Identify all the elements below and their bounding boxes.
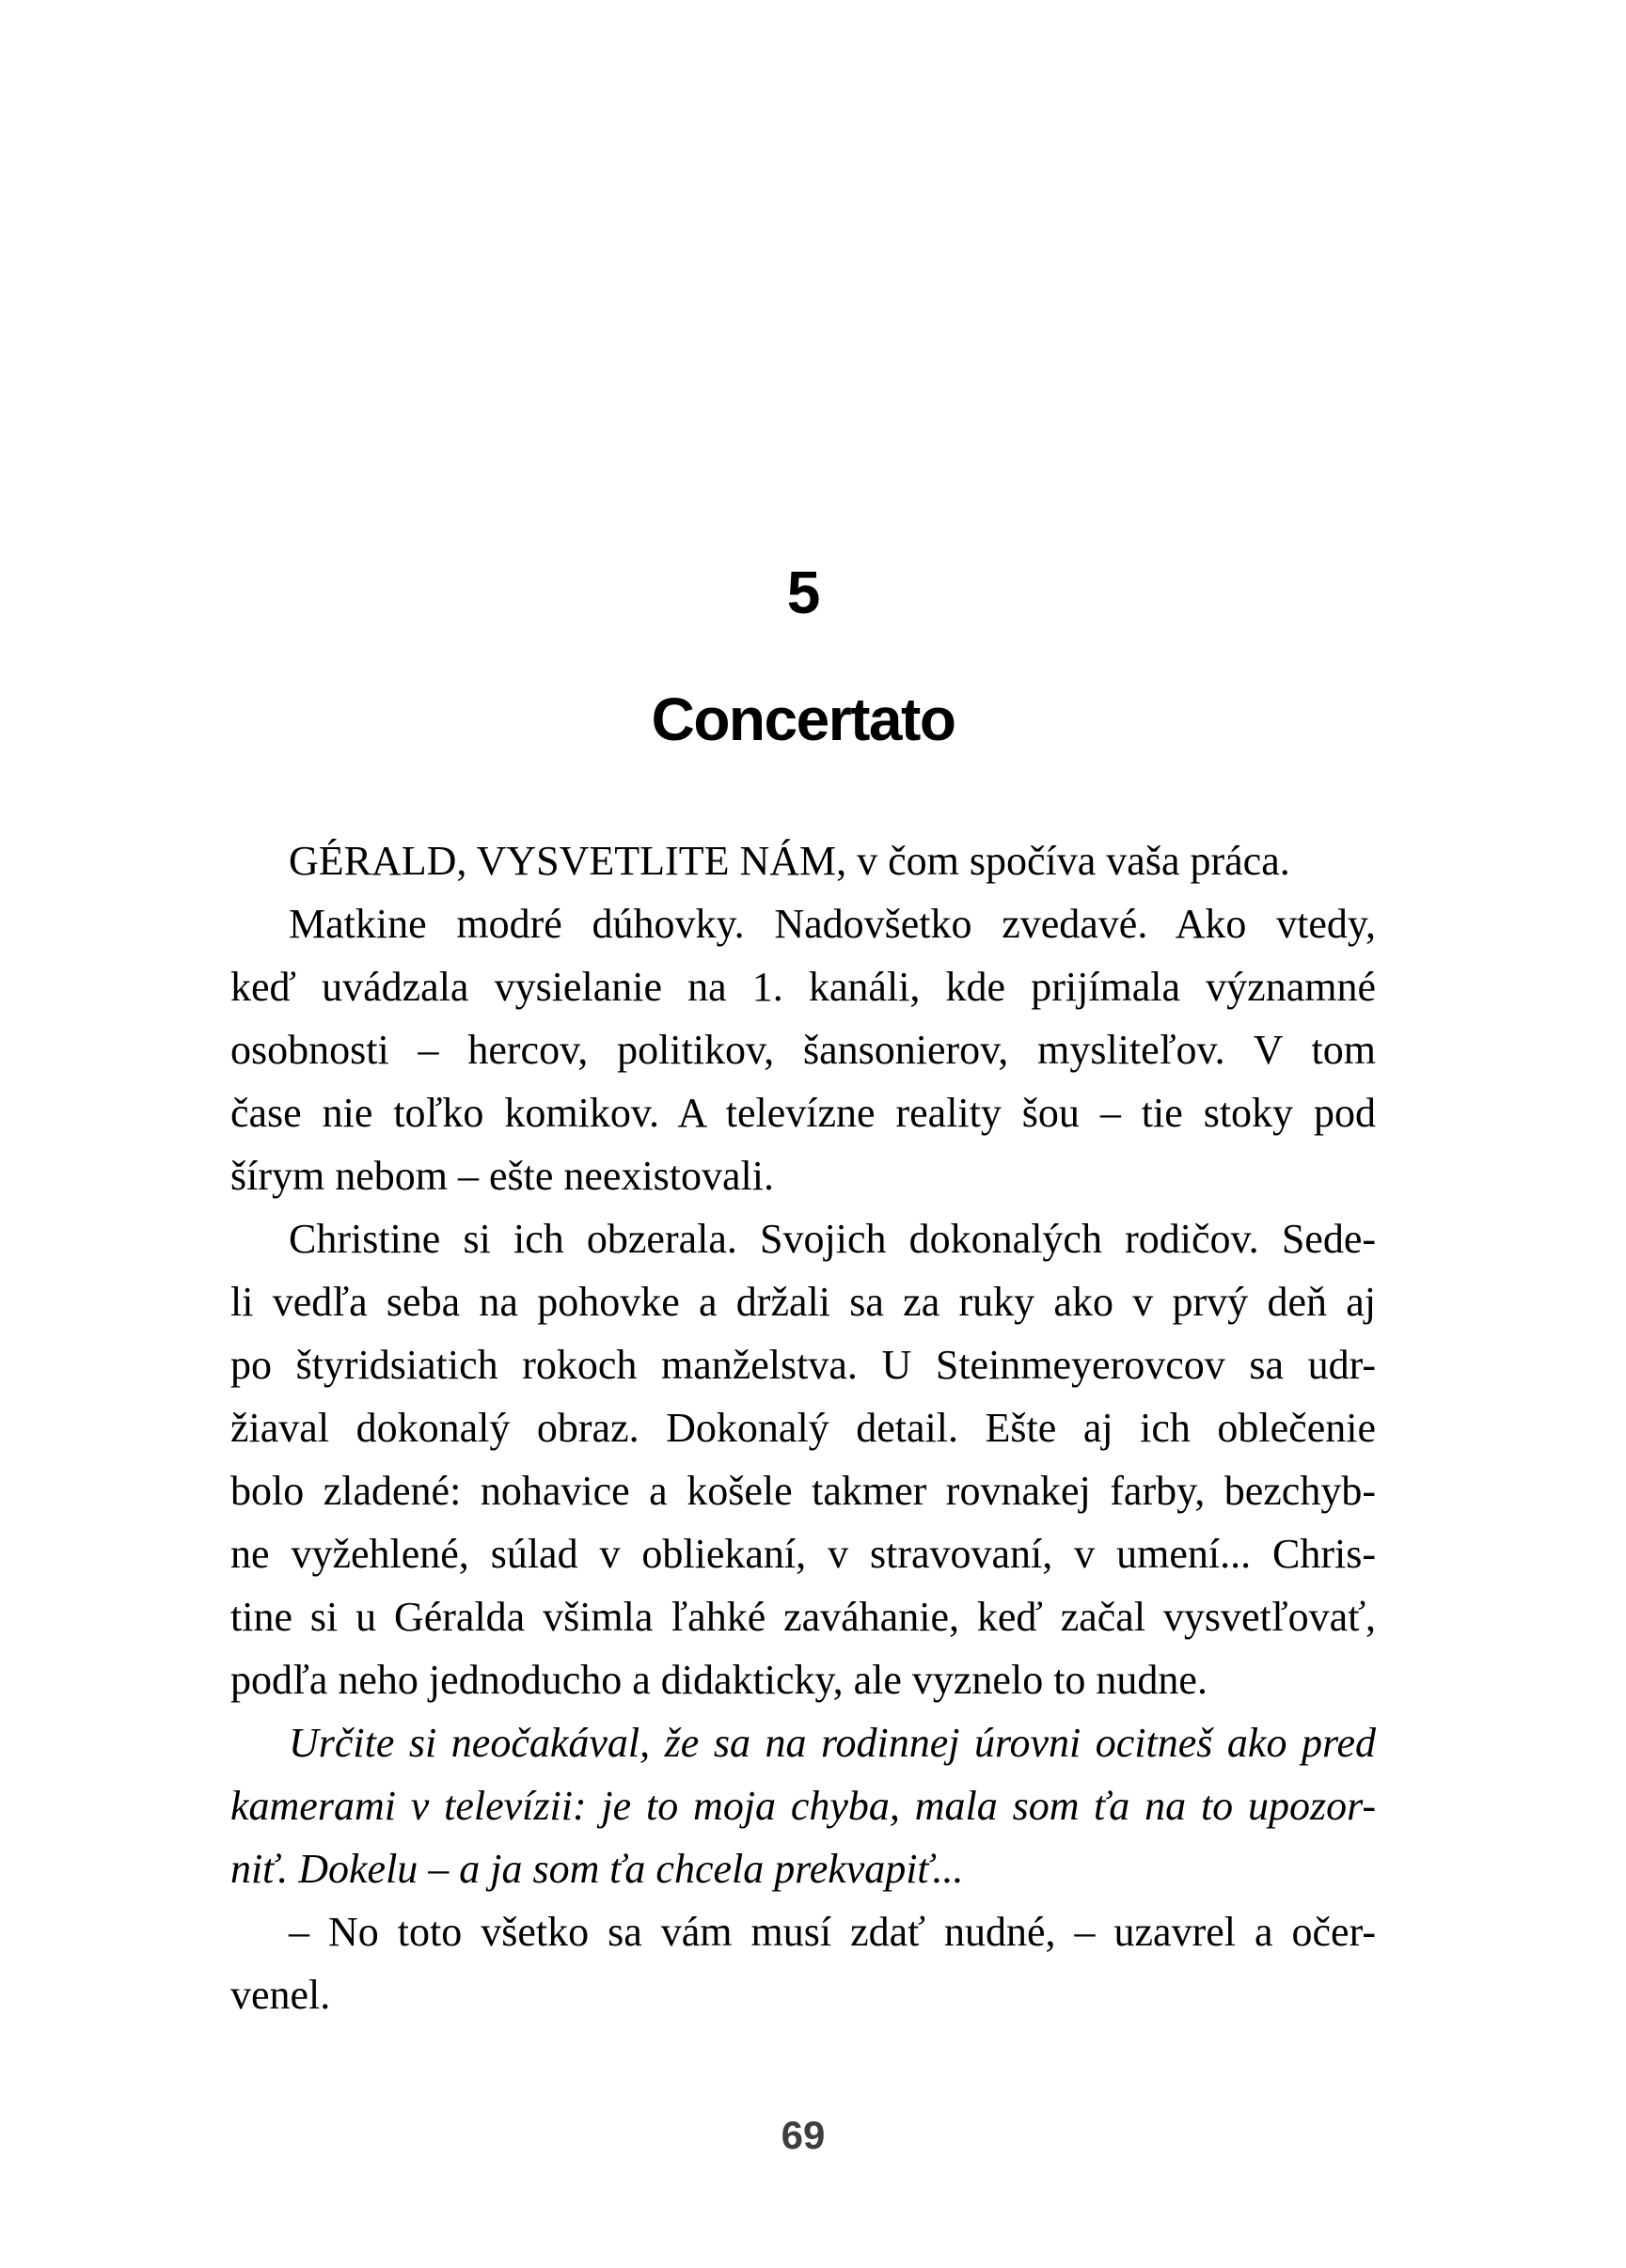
text-line: šírym nebom – ešte neexistovali. bbox=[230, 1153, 774, 1199]
text-line: po štyridsiatich rokoch manželstva. U Steinmeyerovcov sa udr- bbox=[230, 1342, 1376, 1388]
body-text bbox=[230, 829, 1376, 2026]
chapter-title: Concertato bbox=[651, 685, 955, 753]
text-line: keď uvádzala vysielanie na 1. kanáli, kde prijímala významné bbox=[230, 964, 1376, 1010]
text-line: li vedľa seba na pohovke a držali sa za ruky ako v prvý deň aj bbox=[230, 1279, 1376, 1325]
text-line: podľa neho jednoducho a didakticky, ale vyznelo to nudne. bbox=[230, 1657, 1208, 1703]
text-line: žiaval dokonalý obraz. Dokonalý detail. Ešte aj ich oblečenie bbox=[230, 1405, 1376, 1451]
text-line: – No toto všetko sa vám musí zdať nudné, – uzavrel a očer- bbox=[289, 1909, 1376, 1955]
text-line: Christine si ich obzerala. Svojich dokonalých rodičov. Sede- bbox=[289, 1216, 1376, 1262]
text-line: venel. bbox=[230, 1972, 331, 2018]
text-line: GÉRALD, VYSVETLITE NÁM, v čom spočíva vaša práca. bbox=[289, 838, 1290, 884]
paragraph bbox=[230, 1207, 1376, 1711]
text-line: bolo zladené: nohavice a košele takmer rovnakej farby, bezchyb- bbox=[230, 1468, 1376, 1514]
text-line: čase nie toľko komikov. A televízne reality šou – tie stoky pod bbox=[230, 1090, 1376, 1136]
text-line: niť. Dokelu – a ja som ťa chcela prekvapiť... bbox=[230, 1846, 964, 1892]
text-line: osobnosti – hercov, politikov, šansonierov, mysliteľov. V tom bbox=[230, 1027, 1376, 1073]
paragraph bbox=[230, 1711, 1376, 1900]
chapter-number: 5 bbox=[786, 559, 820, 626]
paragraph bbox=[230, 1900, 1376, 2026]
text-line: kamerami v televízii: je to moja chyba, mala som ťa na to upozor- bbox=[230, 1783, 1376, 1829]
text-line: Určite si neočakával, že sa na rodinnej úrovni ocitneš ako pred bbox=[289, 1720, 1376, 1766]
text-line: ne vyžehlené, súlad v obliekaní, v stravovaní, v umení... Chris- bbox=[230, 1531, 1376, 1577]
text-line: tine si u Géralda všimla ľahké zaváhanie, keď začal vysvetľovať, bbox=[230, 1594, 1376, 1640]
page-number: 69 bbox=[781, 2113, 826, 2157]
paragraph bbox=[230, 829, 1376, 892]
text-line: Matkine modré dúhovky. Nadovšetko zvedavé. Ako vtedy, bbox=[289, 901, 1376, 947]
paragraph bbox=[230, 892, 1376, 1207]
